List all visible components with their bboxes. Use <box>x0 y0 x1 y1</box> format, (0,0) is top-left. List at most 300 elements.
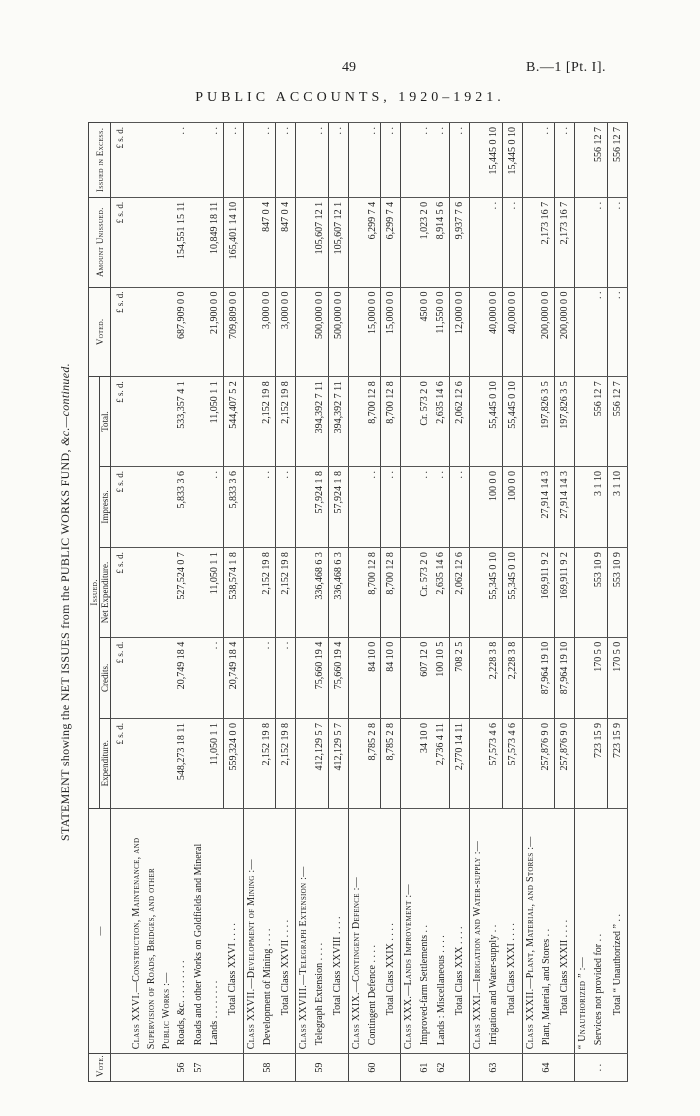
row-description: Contingent Defence . . . . <box>364 808 381 1054</box>
cell-net: 8,700 12 8 <box>381 548 401 638</box>
table-row <box>311 123 328 1082</box>
net-expenditure-header: Net Expenditure. <box>100 548 111 638</box>
cell-net <box>348 548 364 638</box>
cell-exp: 412,129 5 7 <box>311 718 328 808</box>
cell-exp <box>159 718 174 808</box>
vote-number <box>296 1054 312 1082</box>
row-description: Total Class XXVII . . . . <box>276 808 296 1054</box>
cell-voted: 450 0 0 <box>416 287 432 377</box>
table-row <box>206 123 223 1082</box>
cell-tot: 8,700 12 8 <box>364 377 381 467</box>
cell-voted: 3,000 0 0 <box>259 287 276 377</box>
cell-imp: . . <box>433 466 450 547</box>
cell-voted <box>144 287 159 377</box>
cell-imp: . . <box>416 466 432 547</box>
cell-tot: 8,700 12 8 <box>381 377 401 467</box>
cell-cred: 2,228 3 8 <box>502 637 522 718</box>
table-row <box>364 123 381 1082</box>
total-row <box>381 123 401 1082</box>
cell-tot: 197,826 3 5 <box>538 377 555 467</box>
unissued-header: Amount Unissued. <box>89 197 111 287</box>
cell-tot <box>243 377 259 467</box>
vote-number: 58 <box>259 1054 276 1082</box>
cell-exc <box>522 123 538 198</box>
vote-number: 63 <box>485 1054 502 1082</box>
cell-voted: . . <box>590 287 607 377</box>
cell-cred: 20,749 18 4 <box>174 637 190 718</box>
cell-net: 2,152 19 8 <box>276 548 296 638</box>
cell-net <box>159 548 174 638</box>
cell-tot: 55,445 0 10 <box>502 377 522 467</box>
cell-voted <box>470 287 486 377</box>
total-row <box>607 123 627 1082</box>
cell-tot: 2,635 14 6 <box>433 377 450 467</box>
vote-number <box>470 1054 486 1082</box>
cell-unis <box>144 197 159 287</box>
cell-cred <box>296 637 312 718</box>
unit-label: £ s. d. <box>111 377 129 467</box>
cell-net <box>401 548 417 638</box>
total-row <box>502 123 522 1082</box>
cell-exp: 257,876 9 0 <box>538 718 555 808</box>
table-row <box>259 123 276 1082</box>
cell-unis: 105,607 12 1 <box>328 197 348 287</box>
cell-tot <box>401 377 417 467</box>
cell-exp: 57,573 4 6 <box>502 718 522 808</box>
cell-exp: 11,050 1 1 <box>206 718 223 808</box>
vote-number <box>206 1054 223 1082</box>
cell-exc: . . <box>538 123 555 198</box>
cell-voted: 709,809 0 0 <box>223 287 243 377</box>
cell-tot: 544,407 5 2 <box>223 377 243 467</box>
cell-unis <box>243 197 259 287</box>
cell-imp: 27,914 14 3 <box>538 466 555 547</box>
cell-net: 2,152 19 8 <box>259 548 276 638</box>
cell-tot: 556 12 7 <box>607 377 627 467</box>
cell-unis <box>159 197 174 287</box>
row-description: Total “ Unauthorized ” . . <box>607 808 627 1054</box>
cell-exc <box>575 123 591 198</box>
cell-exc: 15,445 0 10 <box>502 123 522 198</box>
cell-net: 55,345 0 10 <box>485 548 502 638</box>
row-description: Irrigation and Water-supply . . <box>485 808 502 1054</box>
cell-cred: 75,660 19 4 <box>311 637 328 718</box>
cell-cred: 84 10 0 <box>381 637 401 718</box>
cell-net: Cr. 573 2 0 <box>416 548 432 638</box>
row-description: Supervision of Roads, Bridges, and other <box>144 808 159 1054</box>
cell-net: 169,911 9 2 <box>555 548 575 638</box>
page-header <box>0 60 700 110</box>
cell-voted <box>190 287 206 377</box>
class-heading-row <box>401 123 417 1082</box>
cell-voted <box>401 287 417 377</box>
cell-exp: 412,129 5 7 <box>328 718 348 808</box>
cell-unis: 8,914 5 6 <box>433 197 450 287</box>
cell-tot: 55,445 0 10 <box>485 377 502 467</box>
cell-exc: . . <box>364 123 381 198</box>
cell-imp <box>470 466 486 547</box>
cell-exp <box>296 718 312 808</box>
cell-tot <box>575 377 591 467</box>
vote-number: 60 <box>364 1054 381 1082</box>
vote-number: 59 <box>311 1054 328 1082</box>
cell-unis <box>401 197 417 287</box>
vote-number <box>276 1054 296 1082</box>
cell-tot: Cr. 573 2 0 <box>416 377 432 467</box>
cell-exp: 559,324 0 0 <box>223 718 243 808</box>
row-description: Improved-farm Settlements . . <box>416 808 432 1054</box>
table-body <box>111 123 628 1082</box>
cell-exc: . . <box>433 123 450 198</box>
cell-exp: 2,770 14 11 <box>450 718 470 808</box>
cell-exc: . . <box>311 123 328 198</box>
vote-number <box>243 1054 259 1082</box>
cell-exp: 723 15 9 <box>607 718 627 808</box>
cell-exc <box>190 123 206 198</box>
total-row <box>450 123 470 1082</box>
cell-net <box>144 548 159 638</box>
table-row <box>538 123 555 1082</box>
cell-voted: 21,900 0 0 <box>206 287 223 377</box>
class-heading-row <box>470 123 486 1082</box>
vote-number <box>381 1054 401 1082</box>
cell-exc <box>470 123 486 198</box>
cell-imp: . . <box>259 466 276 547</box>
cell-cred: 708 2 5 <box>450 637 470 718</box>
cell-net: 553 10 9 <box>607 548 627 638</box>
row-description: Total Class XXIX . . . . <box>381 808 401 1054</box>
cell-tot <box>159 377 174 467</box>
cell-voted <box>296 287 312 377</box>
cell-exc: 15,445 0 10 <box>485 123 502 198</box>
row-description: Plant, Material, and Stores . . <box>538 808 555 1054</box>
cell-net: 8,700 12 8 <box>364 548 381 638</box>
caption-continued: &c.—continued. <box>58 363 72 446</box>
cell-net: 2,062 12 6 <box>450 548 470 638</box>
cell-imp: 57,924 1 8 <box>328 466 348 547</box>
cell-unis: 1,023 2 0 <box>416 197 432 287</box>
cell-cred: 87,964 19 10 <box>538 637 555 718</box>
table-row <box>485 123 502 1082</box>
cell-exc <box>243 123 259 198</box>
cell-exp <box>575 718 591 808</box>
row-description: Development of Mining . . . . <box>259 808 276 1054</box>
cell-net <box>296 548 312 638</box>
cell-exp <box>190 718 206 808</box>
cell-exc: . . <box>416 123 432 198</box>
rotated-statement <box>58 122 628 1082</box>
cell-unis <box>129 197 144 287</box>
cell-imp: 5,833 3 6 <box>174 466 190 547</box>
vote-number <box>159 1054 174 1082</box>
cell-exc: 556 12 7 <box>607 123 627 198</box>
cell-voted <box>575 287 591 377</box>
cell-exp <box>243 718 259 808</box>
cell-net: 55,345 0 10 <box>502 548 522 638</box>
row-description: Class XXVII.—Development of Mining :— <box>243 808 259 1054</box>
table-row <box>433 123 450 1082</box>
cell-exc: . . <box>174 123 190 198</box>
row-description: Total Class XXXI . . . . <box>502 808 522 1054</box>
cell-unis <box>522 197 538 287</box>
cell-voted: 40,000 0 0 <box>485 287 502 377</box>
cell-voted: 500,000 0 0 <box>311 287 328 377</box>
expenditure-header: Expenditure. <box>100 718 111 808</box>
cell-voted <box>522 287 538 377</box>
cell-voted: 200,000 0 0 <box>555 287 575 377</box>
cell-unis <box>575 197 591 287</box>
total-row <box>328 123 348 1082</box>
cell-tot: 556 12 7 <box>590 377 607 467</box>
cell-voted <box>159 287 174 377</box>
caption-main: STATEMENT showing the NET ISSUES from the PUBLIC WORKS FUND, <box>58 445 72 841</box>
unit-label: £ s. d. <box>111 287 129 377</box>
vote-number <box>328 1054 348 1082</box>
class-heading-row <box>575 123 591 1082</box>
vote-number <box>450 1054 470 1082</box>
cell-imp: 3 1 10 <box>607 466 627 547</box>
cell-voted: 3,000 0 0 <box>276 287 296 377</box>
cell-tot <box>470 377 486 467</box>
cell-unis: 2,173 16 7 <box>538 197 555 287</box>
class-heading-row <box>144 123 159 1082</box>
cell-exc: . . <box>450 123 470 198</box>
class-heading-row <box>159 123 174 1082</box>
cell-imp: 3 1 10 <box>590 466 607 547</box>
cell-tot: 2,062 12 6 <box>450 377 470 467</box>
cell-imp <box>243 466 259 547</box>
vote-number <box>223 1054 243 1082</box>
row-description: Class XXIX.—Contingent Defence :— <box>348 808 364 1054</box>
vote-number <box>555 1054 575 1082</box>
cell-unis: . . <box>607 197 627 287</box>
cell-imp <box>159 466 174 547</box>
cell-exc <box>159 123 174 198</box>
row-description: Total Class XXVI . . . . <box>223 808 243 1054</box>
cell-tot: 394,392 7 11 <box>311 377 328 467</box>
cell-imp <box>296 466 312 547</box>
cell-exc <box>401 123 417 198</box>
class-heading-row <box>522 123 538 1082</box>
cell-tot: 2,152 19 8 <box>276 377 296 467</box>
cell-imp: 5,833 3 6 <box>223 466 243 547</box>
cell-voted: 12,000 0 0 <box>450 287 470 377</box>
vote-number: . . <box>590 1054 607 1082</box>
cell-exc: . . <box>206 123 223 198</box>
cell-exp <box>129 718 144 808</box>
cell-cred <box>401 637 417 718</box>
cell-unis <box>296 197 312 287</box>
vote-number: 57 <box>190 1054 206 1082</box>
cell-cred <box>348 637 364 718</box>
row-description: Lands : Miscellaneous . . . . <box>433 808 450 1054</box>
cell-tot <box>348 377 364 467</box>
cell-cred: 75,660 19 4 <box>328 637 348 718</box>
unit-label: £ s. d. <box>111 718 129 808</box>
cell-unis: 154,551 15 11 <box>174 197 190 287</box>
cell-cred: . . <box>259 637 276 718</box>
cell-tot: 11,050 1 1 <box>206 377 223 467</box>
row-description: Total Class XXVIII . . . . <box>328 808 348 1054</box>
cell-exc <box>129 123 144 198</box>
vote-number: 62 <box>433 1054 450 1082</box>
cell-unis: 105,607 12 1 <box>311 197 328 287</box>
total-header: Total. <box>100 377 111 467</box>
row-description: Lands . . . . . . . . <box>206 808 223 1054</box>
cell-imp <box>575 466 591 547</box>
class-heading-row <box>129 123 144 1082</box>
cell-cred: 2,228 3 8 <box>485 637 502 718</box>
cell-voted: 200,000 0 0 <box>538 287 555 377</box>
cell-net <box>243 548 259 638</box>
cell-exp: 2,152 19 8 <box>259 718 276 808</box>
public-works-fund-table <box>88 122 628 1082</box>
cell-imp <box>522 466 538 547</box>
class-heading-row <box>243 123 259 1082</box>
row-description: Roads, &c. . . . . . . . . <box>174 808 190 1054</box>
cell-tot: 394,392 7 11 <box>328 377 348 467</box>
vote-number <box>129 1054 144 1082</box>
vote-number <box>401 1054 417 1082</box>
cell-imp: . . <box>364 466 381 547</box>
cell-exp <box>522 718 538 808</box>
cell-cred <box>470 637 486 718</box>
cell-net <box>129 548 144 638</box>
vote-number <box>575 1054 591 1082</box>
cell-exp: 723 15 9 <box>590 718 607 808</box>
cell-imp: 100 0 0 <box>485 466 502 547</box>
cell-cred: 170 5 0 <box>590 637 607 718</box>
vote-number <box>522 1054 538 1082</box>
page-reference: B.—1 [Pt. I]. <box>526 60 606 75</box>
total-row <box>555 123 575 1082</box>
cell-exc: . . <box>328 123 348 198</box>
cell-tot <box>129 377 144 467</box>
cell-voted: . . <box>607 287 627 377</box>
cell-unis: 847 0 4 <box>259 197 276 287</box>
cell-cred: 607 12 0 <box>416 637 432 718</box>
cell-cred: 20,749 18 4 <box>223 637 243 718</box>
cell-unis: 6,299 7 4 <box>364 197 381 287</box>
issued-header: Issued. <box>89 377 100 808</box>
page-title: PUBLIC ACCOUNTS, 1920–1921. <box>195 90 505 105</box>
unit-label: £ s. d. <box>111 123 129 198</box>
vote-number <box>607 1054 627 1082</box>
class-heading-row <box>348 123 364 1082</box>
cell-exp: 34 10 0 <box>416 718 432 808</box>
cell-net: 336,468 6 3 <box>311 548 328 638</box>
cell-exp <box>401 718 417 808</box>
vote-number <box>144 1054 159 1082</box>
row-description: Public Works :— <box>159 808 174 1054</box>
cell-voted: 40,000 0 0 <box>502 287 522 377</box>
cell-cred <box>243 637 259 718</box>
cell-voted <box>129 287 144 377</box>
cell-unis <box>348 197 364 287</box>
cell-imp <box>348 466 364 547</box>
vote-header: Vote. <box>89 1054 111 1082</box>
cell-exp <box>470 718 486 808</box>
cell-exc: . . <box>259 123 276 198</box>
cell-exc: 556 12 7 <box>590 123 607 198</box>
cell-imp <box>190 466 206 547</box>
cell-net <box>575 548 591 638</box>
total-row <box>223 123 243 1082</box>
cell-cred: . . <box>206 637 223 718</box>
cell-tot <box>190 377 206 467</box>
cell-imp <box>129 466 144 547</box>
cell-imp: . . <box>276 466 296 547</box>
cell-cred: 100 10 5 <box>433 637 450 718</box>
cell-unis: . . <box>502 197 522 287</box>
cell-imp <box>401 466 417 547</box>
cell-unis <box>190 197 206 287</box>
cell-unis: 165,401 14 10 <box>223 197 243 287</box>
cell-tot: 197,826 3 5 <box>555 377 575 467</box>
class-heading-row <box>296 123 312 1082</box>
cell-cred <box>129 637 144 718</box>
cell-exp <box>348 718 364 808</box>
table-row <box>416 123 432 1082</box>
cell-net: 11,050 1 1 <box>206 548 223 638</box>
row-description: Total Class XXXII . . . . <box>555 808 575 1054</box>
cell-exc <box>296 123 312 198</box>
description-header: — <box>89 808 111 1054</box>
credits-header: Credits. <box>100 637 111 718</box>
row-description: Roads and other Works on Goldfields and Mineral <box>190 808 206 1054</box>
cell-imp: . . <box>450 466 470 547</box>
cell-tot <box>296 377 312 467</box>
cell-unis: . . <box>485 197 502 287</box>
cell-cred: . . <box>276 637 296 718</box>
cell-voted: 11,550 0 0 <box>433 287 450 377</box>
cell-unis: . . <box>590 197 607 287</box>
cell-exc: . . <box>555 123 575 198</box>
cell-exc: . . <box>276 123 296 198</box>
row-description: Class XXX.—Lands Improvement :— <box>401 808 417 1054</box>
voted-header: Voted. <box>89 287 111 377</box>
cell-cred <box>522 637 538 718</box>
cell-net: 538,574 1 8 <box>223 548 243 638</box>
cell-exp: 57,573 4 6 <box>485 718 502 808</box>
cell-exp: 8,785 2 8 <box>364 718 381 808</box>
cell-cred: 84 10 0 <box>364 637 381 718</box>
cell-tot: 2,152 19 8 <box>259 377 276 467</box>
cell-tot <box>522 377 538 467</box>
vote-number <box>348 1054 364 1082</box>
cell-net: 169,911 9 2 <box>538 548 555 638</box>
cell-imp: 57,924 1 8 <box>311 466 328 547</box>
row-description: Class XXVIII.—Telegraph Extension :— <box>296 808 312 1054</box>
vote-number: 61 <box>416 1054 432 1082</box>
cell-exp <box>144 718 159 808</box>
cell-exc: . . <box>223 123 243 198</box>
table-row <box>590 123 607 1082</box>
cell-voted: 15,000 0 0 <box>364 287 381 377</box>
table-row <box>174 123 190 1082</box>
cell-exc: . . <box>381 123 401 198</box>
cell-exp: 2,736 4 11 <box>433 718 450 808</box>
cell-net: 2,635 14 6 <box>433 548 450 638</box>
cell-net <box>470 548 486 638</box>
page-number: 49 <box>342 60 356 75</box>
cell-cred <box>190 637 206 718</box>
cell-exp: 8,785 2 8 <box>381 718 401 808</box>
cell-cred: 170 5 0 <box>607 637 627 718</box>
cell-unis: 9,937 7 6 <box>450 197 470 287</box>
cell-voted <box>243 287 259 377</box>
row-description: Class XXXI.—Irrigation and Water-supply :— <box>470 808 486 1054</box>
